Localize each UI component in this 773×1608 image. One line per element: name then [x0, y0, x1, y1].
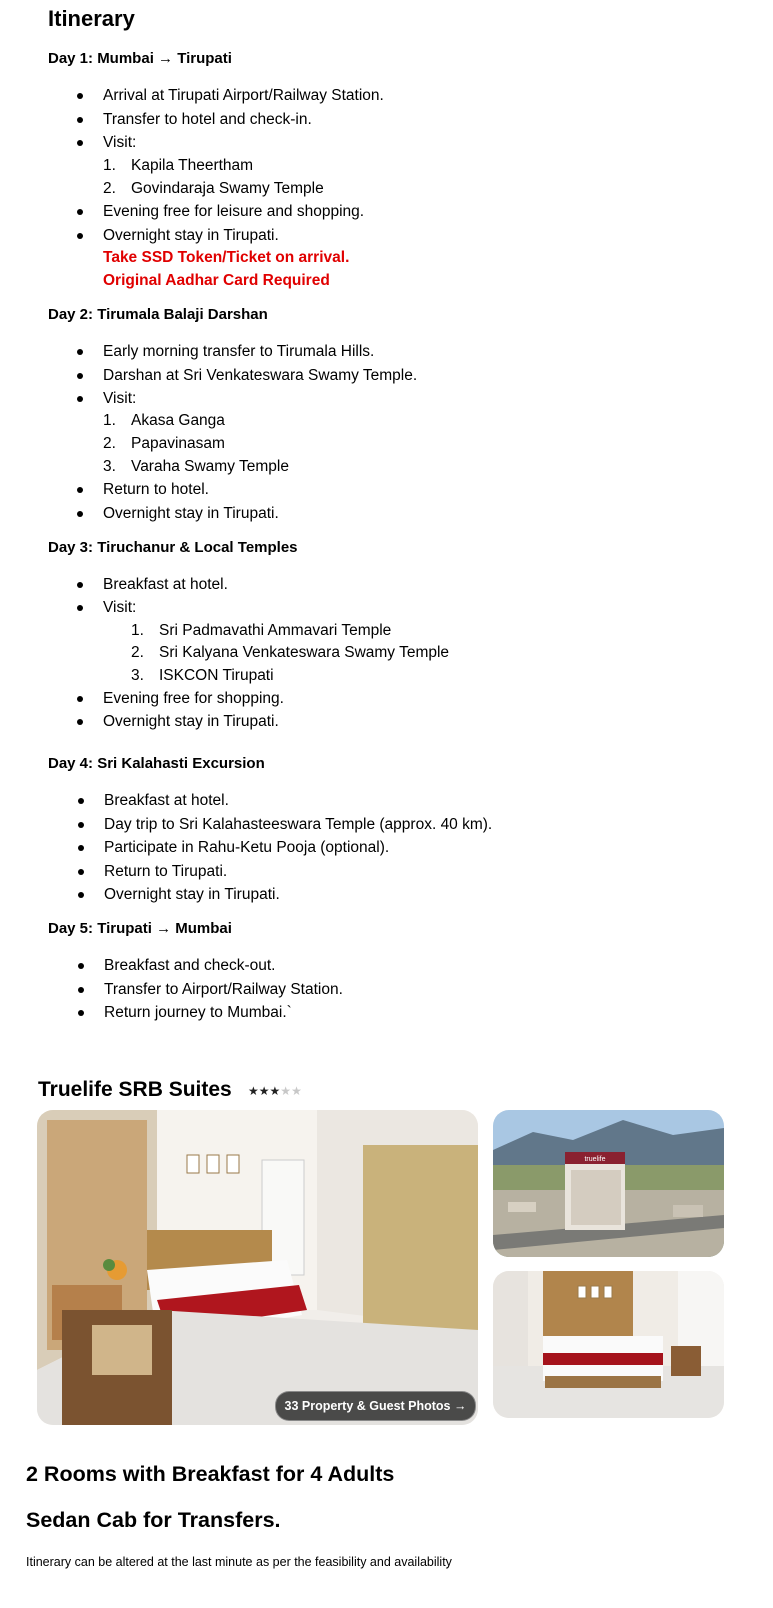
bullet-icon	[77, 396, 83, 402]
aadhar-note: Original Aadhar Card Required	[103, 272, 330, 289]
cab-package: Sedan Cab for Transfers.	[26, 1508, 281, 1532]
bullet-icon	[78, 963, 84, 969]
list-item: Visit:	[103, 134, 137, 151]
list-item: Sri Kalyana Venkateswara Swamy Temple	[159, 644, 450, 661]
list-item: Return to Tirupati.	[104, 863, 228, 880]
list-item: Return journey to Mumbai.`	[104, 1004, 292, 1021]
bullet-icon	[78, 845, 84, 851]
list-number: 3.	[131, 667, 144, 684]
list-item: Govindaraja Swamy Temple	[131, 180, 324, 197]
day-2-heading: Day 2: Tirumala Balaji Darshan	[48, 306, 268, 323]
bullet-icon	[78, 798, 84, 804]
list-number: 2.	[131, 644, 144, 661]
bullet-icon	[77, 233, 83, 239]
bullet-icon	[78, 1010, 84, 1016]
property-photos-button[interactable]	[275, 1391, 476, 1421]
bullet-icon	[77, 605, 83, 611]
arrow-right-icon: →	[454, 1399, 467, 1413]
list-item: Akasa Ganga	[131, 412, 225, 429]
ssd-token-note: Take SSD Token/Ticket on arrival.	[103, 249, 350, 266]
list-item: Transfer to Airport/Railway Station.	[104, 981, 343, 998]
list-item: Breakfast at hotel.	[104, 792, 229, 809]
list-item: Day trip to Sri Kalahasteeswara Temple (approx. 40 km).	[104, 816, 493, 833]
list-item: Breakfast and check-out.	[104, 957, 276, 974]
day-4-heading: Day 4: Sri Kalahasti Excursion	[48, 755, 265, 772]
list-number: 2.	[103, 435, 116, 452]
bullet-icon	[78, 987, 84, 993]
list-item: Evening free for shopping.	[103, 690, 284, 707]
bullet-icon	[77, 696, 83, 702]
photos-button-label: 33 Property & Guest Photos	[284, 1399, 451, 1413]
itinerary-footnote: Itinerary can be altered at the last minute as per the feasibility and availability	[26, 1555, 452, 1569]
hotel-room-photo-2[interactable]	[493, 1271, 724, 1418]
list-number: 2.	[103, 180, 116, 197]
list-item: Sri Padmavathi Ammavari Temple	[159, 622, 392, 639]
list-item: ISKCON Tirupati	[159, 667, 274, 684]
list-item: Early morning transfer to Tirumala Hills.	[103, 343, 375, 360]
star-filled-icon: ★	[258, 1084, 270, 1098]
list-item: Evening free for leisure and shopping.	[103, 203, 365, 220]
list-item: Varaha Swamy Temple	[131, 458, 289, 475]
list-number: 1.	[103, 157, 116, 174]
day-1-heading: Day 1: Mumbai → Tirupati	[48, 50, 232, 67]
list-item: Transfer to hotel and check-in.	[103, 111, 312, 128]
list-item: Arrival at Tirupati Airport/Railway Station.	[103, 87, 384, 104]
hotel-room-photo[interactable]	[37, 1110, 478, 1425]
list-number: 1.	[103, 412, 116, 429]
list-item: Papavinasam	[131, 435, 225, 452]
bullet-icon	[77, 373, 83, 379]
list-number: 3.	[103, 458, 116, 475]
star-filled-icon: ★	[269, 1084, 281, 1098]
bullet-icon	[78, 822, 84, 828]
list-item: Visit:	[103, 390, 137, 407]
list-item: Visit:	[103, 599, 137, 616]
bullet-icon	[78, 869, 84, 875]
bullet-icon	[77, 487, 83, 493]
bullet-icon	[78, 892, 84, 898]
list-item: Participate in Rahu-Ketu Pooja (optional).	[104, 839, 390, 856]
hotel-building-photo[interactable]	[493, 1110, 724, 1257]
day-3-heading: Day 3: Tiruchanur & Local Temples	[48, 539, 298, 556]
bullet-icon	[77, 209, 83, 215]
day-5-heading: Day 5: Tirupati → Mumbai	[48, 920, 232, 937]
star-empty-icon: ★	[280, 1084, 292, 1098]
star-empty-icon: ★	[291, 1084, 302, 1098]
list-item: Darshan at Sri Venkateswara Swamy Temple.	[103, 367, 418, 384]
building-sign: truelife	[584, 1156, 606, 1163]
star-filled-icon: ★	[248, 1084, 259, 1098]
hotel-rating	[248, 1084, 302, 1098]
list-item: Overnight stay in Tirupati.	[103, 505, 279, 522]
bullet-icon	[77, 93, 83, 99]
bullet-icon	[77, 140, 83, 146]
bullet-icon	[77, 582, 83, 588]
list-item: Overnight stay in Tirupati.	[103, 713, 279, 730]
rooms-package: 2 Rooms with Breakfast for 4 Adults	[26, 1462, 395, 1486]
list-item: Breakfast at hotel.	[103, 576, 228, 593]
page-title: Itinerary	[48, 6, 135, 31]
list-number: 1.	[131, 622, 144, 639]
list-item: Overnight stay in Tirupati.	[103, 227, 279, 244]
list-item: Kapila Theertham	[131, 157, 254, 174]
bullet-icon	[77, 511, 83, 517]
list-item: Return to hotel.	[103, 481, 209, 498]
hotel-name: Truelife SRB Suites	[38, 1078, 232, 1101]
bullet-icon	[77, 349, 83, 355]
list-item: Overnight stay in Tirupati.	[104, 886, 280, 903]
bullet-icon	[77, 719, 83, 725]
bullet-icon	[77, 117, 83, 123]
